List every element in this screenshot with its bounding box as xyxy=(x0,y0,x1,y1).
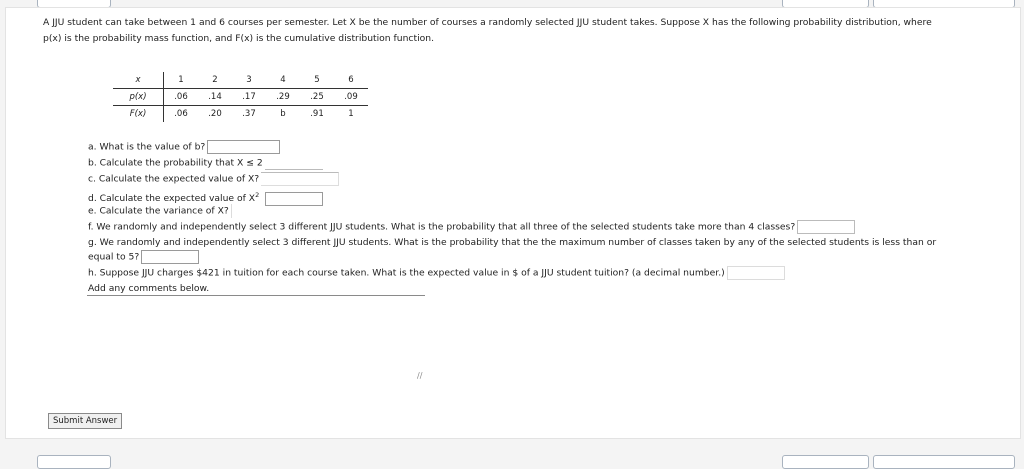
cdf-value: .37 xyxy=(242,109,256,119)
pmf-value: .09 xyxy=(334,89,368,106)
question-a-text: a. What is the value of b? xyxy=(88,141,206,153)
comments-textarea[interactable] xyxy=(87,295,425,381)
table-row-cdf xyxy=(113,106,368,123)
cdf-value: 1 xyxy=(348,109,354,119)
x-value: 4 xyxy=(266,72,300,89)
answer-a-input[interactable] xyxy=(207,140,280,154)
row-header-cdf: F(x) xyxy=(113,106,164,123)
question-h-text: h. Suppose JJU charges $421 in tuition for each course taken. What is the expected value in $ of a JJU student tuition? (a decimal number.) xyxy=(88,267,725,279)
cdf-value: .06 xyxy=(174,109,188,119)
question-e xyxy=(88,204,235,219)
x-value: 2 xyxy=(198,72,232,89)
cdf-value: .20 xyxy=(208,109,222,119)
intro-line-1: A JJU student can take between 1 and 6 courses per semester. Let X be the number of courses a randomly selected JJU student takes. Suppose X has the following probability distribution, where xyxy=(43,17,932,28)
question-f-text: f. We randomly and independently select 3 different JJU students. What is the probability that all three of the selected students take more than 4 classes? xyxy=(88,221,796,233)
submit-answer-button[interactable]: Submit Answer xyxy=(48,413,122,429)
bottom-button-left[interactable] xyxy=(37,455,111,469)
intro-line-2: p(x) is the probability mass function, and F(x) is the cumulative distribution function. xyxy=(43,33,434,44)
table-row-x xyxy=(113,72,368,89)
pmf-value: .17 xyxy=(232,89,266,106)
question-d-text: d. Calculate the expected value of X xyxy=(88,193,256,205)
x-value: 5 xyxy=(300,72,334,89)
answer-b-input[interactable] xyxy=(265,156,323,170)
row-header-x: x xyxy=(113,72,164,89)
question-b-text: b. Calculate the probability that X ≤ 2 xyxy=(88,157,263,169)
question-b xyxy=(88,156,323,171)
question-d-exponent: 2 xyxy=(255,191,260,199)
answer-h-input[interactable] xyxy=(727,266,785,280)
answer-c-input[interactable] xyxy=(261,172,339,186)
table-row-pmf xyxy=(113,89,368,106)
question-c-text: c. Calculate the expected value of X? xyxy=(88,173,260,185)
answer-e-input[interactable] xyxy=(231,204,235,218)
question-c xyxy=(88,172,339,187)
question-h xyxy=(88,266,785,281)
resize-grip-icon[interactable]: ∕∕ xyxy=(417,371,423,380)
bottom-button-right[interactable] xyxy=(873,455,1015,469)
question-g-text-1: g. We randomly and independently select 3 different JJU students. What is the probability that the the maximum number of classes taken by any of the selected students is less than or xyxy=(88,237,937,248)
question-e-text: e. Calculate the variance of X? xyxy=(88,205,229,217)
question-g-text-2: equal to 5? xyxy=(88,251,140,263)
x-value: 3 xyxy=(232,72,266,89)
question-g xyxy=(88,236,936,265)
question-a xyxy=(88,140,280,155)
answer-d-input[interactable] xyxy=(265,192,323,206)
distribution-table xyxy=(113,72,368,122)
answer-g-input[interactable] xyxy=(141,250,199,264)
x-value: 1 xyxy=(164,72,199,89)
question-f xyxy=(88,220,855,235)
comments-label: Add any comments below. xyxy=(88,283,210,294)
row-header-pmf: p(x) xyxy=(113,89,164,106)
bottom-button-mid[interactable] xyxy=(782,455,869,469)
cdf-value: .91 xyxy=(310,109,324,119)
pmf-value: .25 xyxy=(300,89,334,106)
pmf-value: .06 xyxy=(164,89,199,106)
answer-f-input[interactable] xyxy=(797,220,855,234)
cdf-value: b xyxy=(280,109,286,119)
x-value: 6 xyxy=(334,72,368,89)
pmf-value: .29 xyxy=(266,89,300,106)
problem-statement xyxy=(43,15,993,47)
pmf-value: .14 xyxy=(198,89,232,106)
